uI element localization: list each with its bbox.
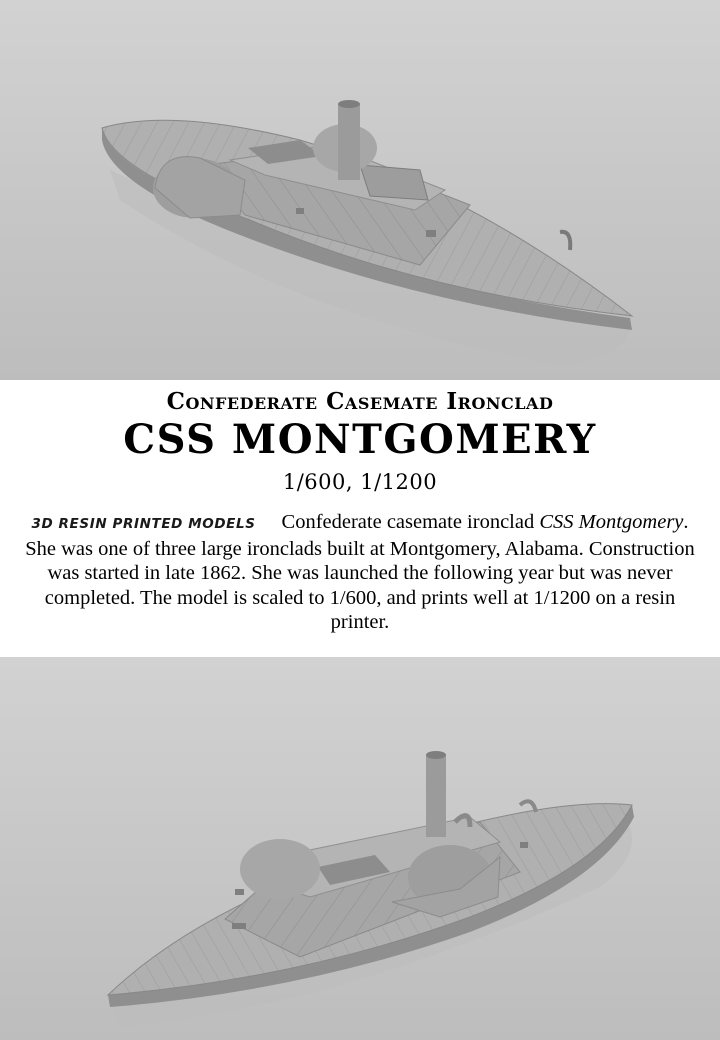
description-intro: Confederate casemate ironclad xyxy=(281,511,540,533)
description-body: . She was one of three large ironclads built at Montgomery, Alabama. Construction was started in late 1862. She was launched the following year but was never completed. The model is scaled to 1/600, and prints well at 1/1200 on a resin printer. xyxy=(25,511,695,633)
ship-name: CSS Montgomery xyxy=(539,511,684,533)
description-paragraph xyxy=(14,510,706,635)
subtitle-kicker: Confederate Casemate Ironclad xyxy=(166,388,554,415)
page-title: CSS MONTGOMERY xyxy=(123,416,597,463)
top-model-render xyxy=(0,0,720,380)
brand-label: 3D RESIN PRINTED MODELS xyxy=(31,516,256,532)
text-panel xyxy=(0,380,720,657)
ironclad-render-top xyxy=(0,0,720,380)
ironclad-render-bottom xyxy=(0,657,720,1040)
scale-line: 1/600, 1/1200 xyxy=(282,470,438,494)
bottom-model-render xyxy=(0,657,720,1040)
